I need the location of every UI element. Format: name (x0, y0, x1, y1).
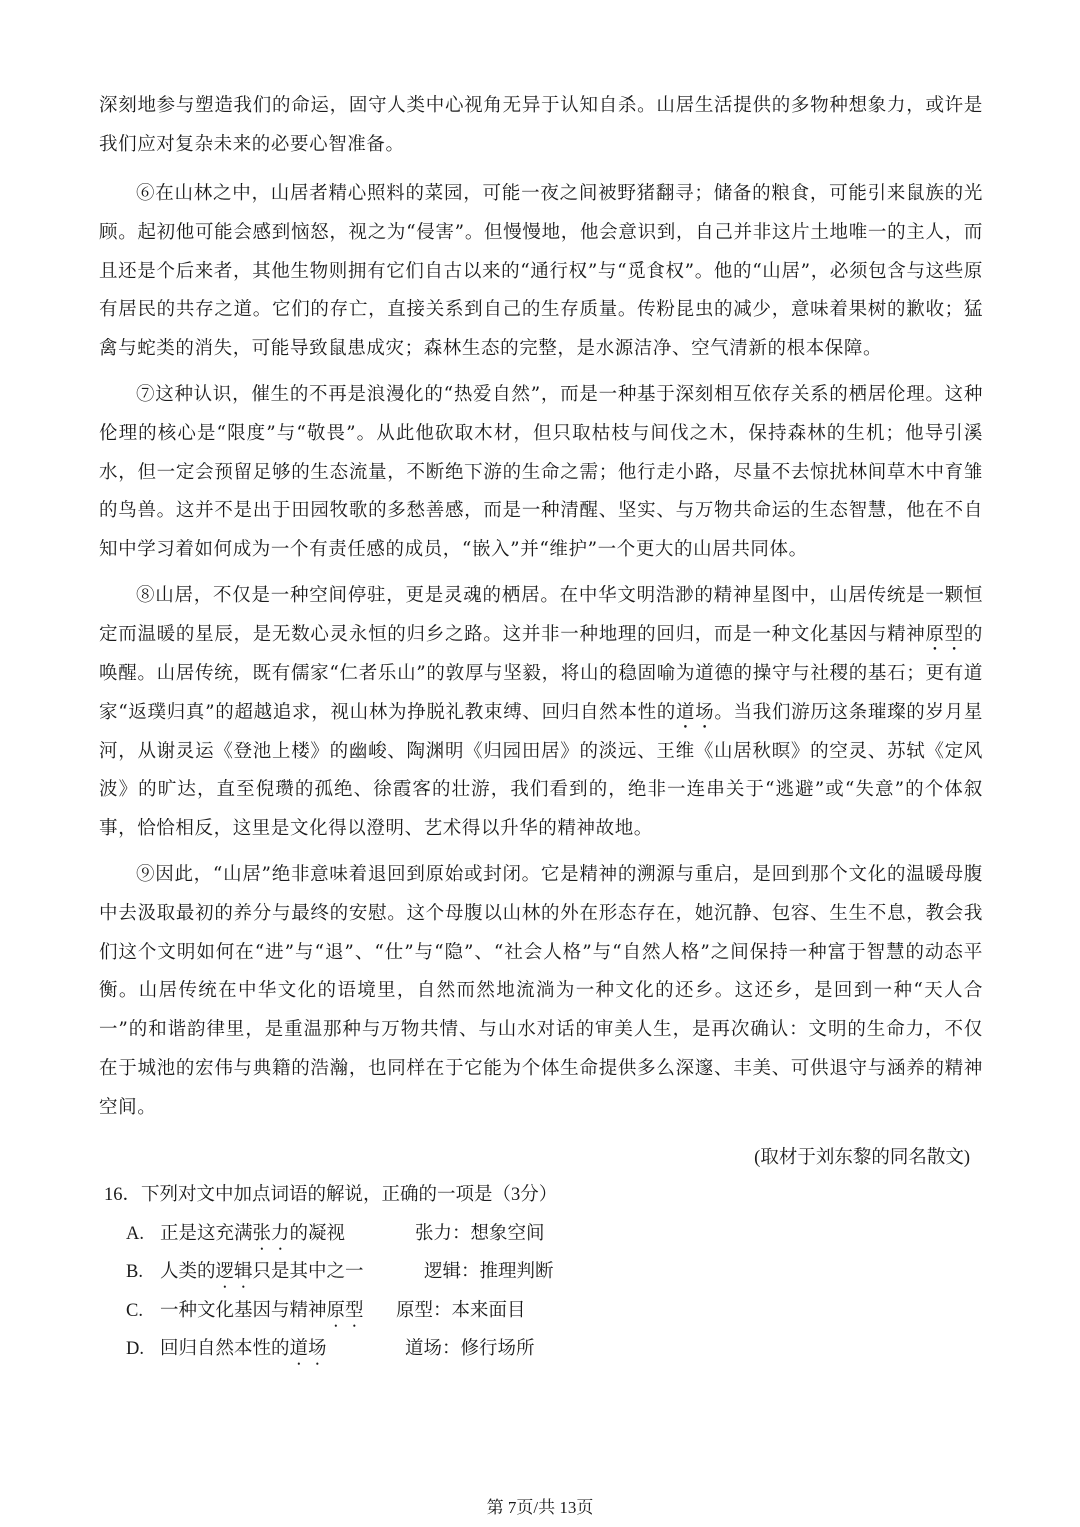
option-gloss: 张力：想象空间 (415, 1224, 545, 1244)
paragraph-9: ⑨因此，“山居”绝非意味着退回到原始或封闭。它是精神的溯源与重启，是回到那个文化的温暖母腹中去汲取最初的养分与最终的安慰。这个母腹以山林的外在形态存在，她沉静、包容、生生不息，教会我们这个文明如何在“进”与“退”、“仕”与“隐”、“社会人格”与“自然人格”之间保持一种富于智慧的动态平衡。山居传统在中华文化的语境里，自然而然地流淌为一种文化的还乡。这还乡，是回到一种“天人合一”的和谐韵律里，是重温那种与万物共情、与山水对话的审美人生，是再次确认：文明的生命力，不仅在于城池的宏伟与典籍的浩瀚，也同样在于它能为个体生命提供多么深邃、丰美、可供退守与涵养的精神空间。 (99, 864, 983, 1118)
option-dotted-word: 逻辑 (215, 1262, 253, 1282)
option-gloss: 道场：修行场所 (405, 1339, 535, 1359)
paragraph-8-text-c: 。当我们游历这条璀璨的岁月星河，从谢灵运《登池上楼》的幽峻、陶渊明《归园田居》的淡远、王维《山居秋暝》的空灵、苏轼《定风波》的旷达，直至倪瓒的孤绝、徐霞客的壮游，我们看到的，绝非一连串关于“逃避”或“失意”的个体叙事，恰恰相反，这里是文化得以澄明、艺术得以升华的精神故地。 (99, 701, 983, 840)
option-gloss: 逻辑：推理判断 (424, 1262, 554, 1282)
option-a (126, 1219, 545, 1254)
option-text: 正是这充满 (160, 1224, 253, 1244)
paragraph-8-text-b: 的唤醒。山居传统，既有儒家“仁者乐山”的敦厚与坚毅，将山的稳固喻为道德的操守与社稷的基石；更有道家“返璞归真”的超越追求，视山林为挣脱礼教束缚、回归自然本性的 (99, 623, 984, 723)
option-text: 回归自然本性的 (160, 1339, 290, 1359)
paragraph-continued: 深刻地参与塑造我们的命运，固守人类中心视角无异于认知自杀。山居生活提供的多物种想象力，或许是我们应对复杂未来的必要心智准备。 (99, 95, 983, 155)
option-text: 的凝视 (289, 1224, 346, 1244)
question-stem: 16．下列对文中加点词语的解说，正确的一项是（3分） (104, 1185, 558, 1205)
paragraph-8-text-a: ⑧山居，不仅是一种空间停驻，更是灵魂的栖居。在中华文明浩渺的精神星图中，山居传统是一颗恒定而温暖的星辰，是无数心灵永恒的归乡之路。这并非一种地理的回归，而是一种文化基因与精神 (99, 585, 983, 645)
option-text: 人类的 (160, 1262, 216, 1282)
paragraph-7: ⑦这种认识，催生的不再是浪漫化的“热爱自然”，而是一种基于深刻相互依存关系的栖居伦理。这种伦理的核心是“限度”与“敬畏”。从此他砍取木材，但只取枯枝与间伐之木，保持森林的生机；他导引溪水，但一定会预留足够的生态流量，不断绝下游的生命之需；他行走小路，尽量不去惊扰林间草木中育雏的鸟兽。这并不是出于田园牧歌的多愁善感，而是一种清醒、坚实、与万物共命运的生态智慧，他在不自知中学习着如何成为一个有责任感的成员，“嵌入”并“维护”一个更大的山居共同体。 (99, 384, 983, 561)
option-text: 一种文化基因与精神 (160, 1301, 327, 1321)
paragraph-8 (99, 577, 983, 849)
option-letter: B. (126, 1262, 143, 1282)
page-number: 第 7页/共 13页 (486, 1498, 594, 1517)
dotted-word-daochang: 道场 (675, 701, 715, 723)
option-d (126, 1334, 535, 1369)
option-gloss: 原型：本来面目 (396, 1301, 526, 1321)
option-dotted-word: 道场 (289, 1339, 327, 1359)
dotted-word-yuanxing: 原型 (925, 623, 964, 645)
source-attribution: (取材于刘东黎的同名散文) (754, 1148, 970, 1168)
option-text: 只是其中之一 (252, 1262, 364, 1282)
paragraph-6: ⑥在山林之中，山居者精心照料的菜园，可能一夜之间被野猪翻寻；储备的粮食，可能引来鼠族的光顾。起初他可能会感到恼怒，视之为“侵害”。但慢慢地，他会意识到，自己并非这片土地唯一的主人，而且还是个后来者，其他生物则拥有它们自古以来的“通行权”与“觅食权”。他的“山居”，必须包含与这些原有居民的共存之道。它们的存亡，直接关系到自己的生存质量。传粉昆虫的减少，意味着果树的歉收；猛禽与蛇类的消失，可能导致鼠患成灾；森林生态的完整，是水源洁净、空气清新的根本保障。 (99, 183, 983, 360)
option-dotted-word: 原型 (326, 1301, 364, 1321)
option-letter: A. (126, 1224, 144, 1244)
option-b (126, 1257, 554, 1292)
option-dotted-word: 张力 (252, 1224, 290, 1244)
option-letter: C. (126, 1301, 143, 1321)
option-letter: D. (126, 1339, 144, 1359)
option-c (126, 1296, 526, 1331)
